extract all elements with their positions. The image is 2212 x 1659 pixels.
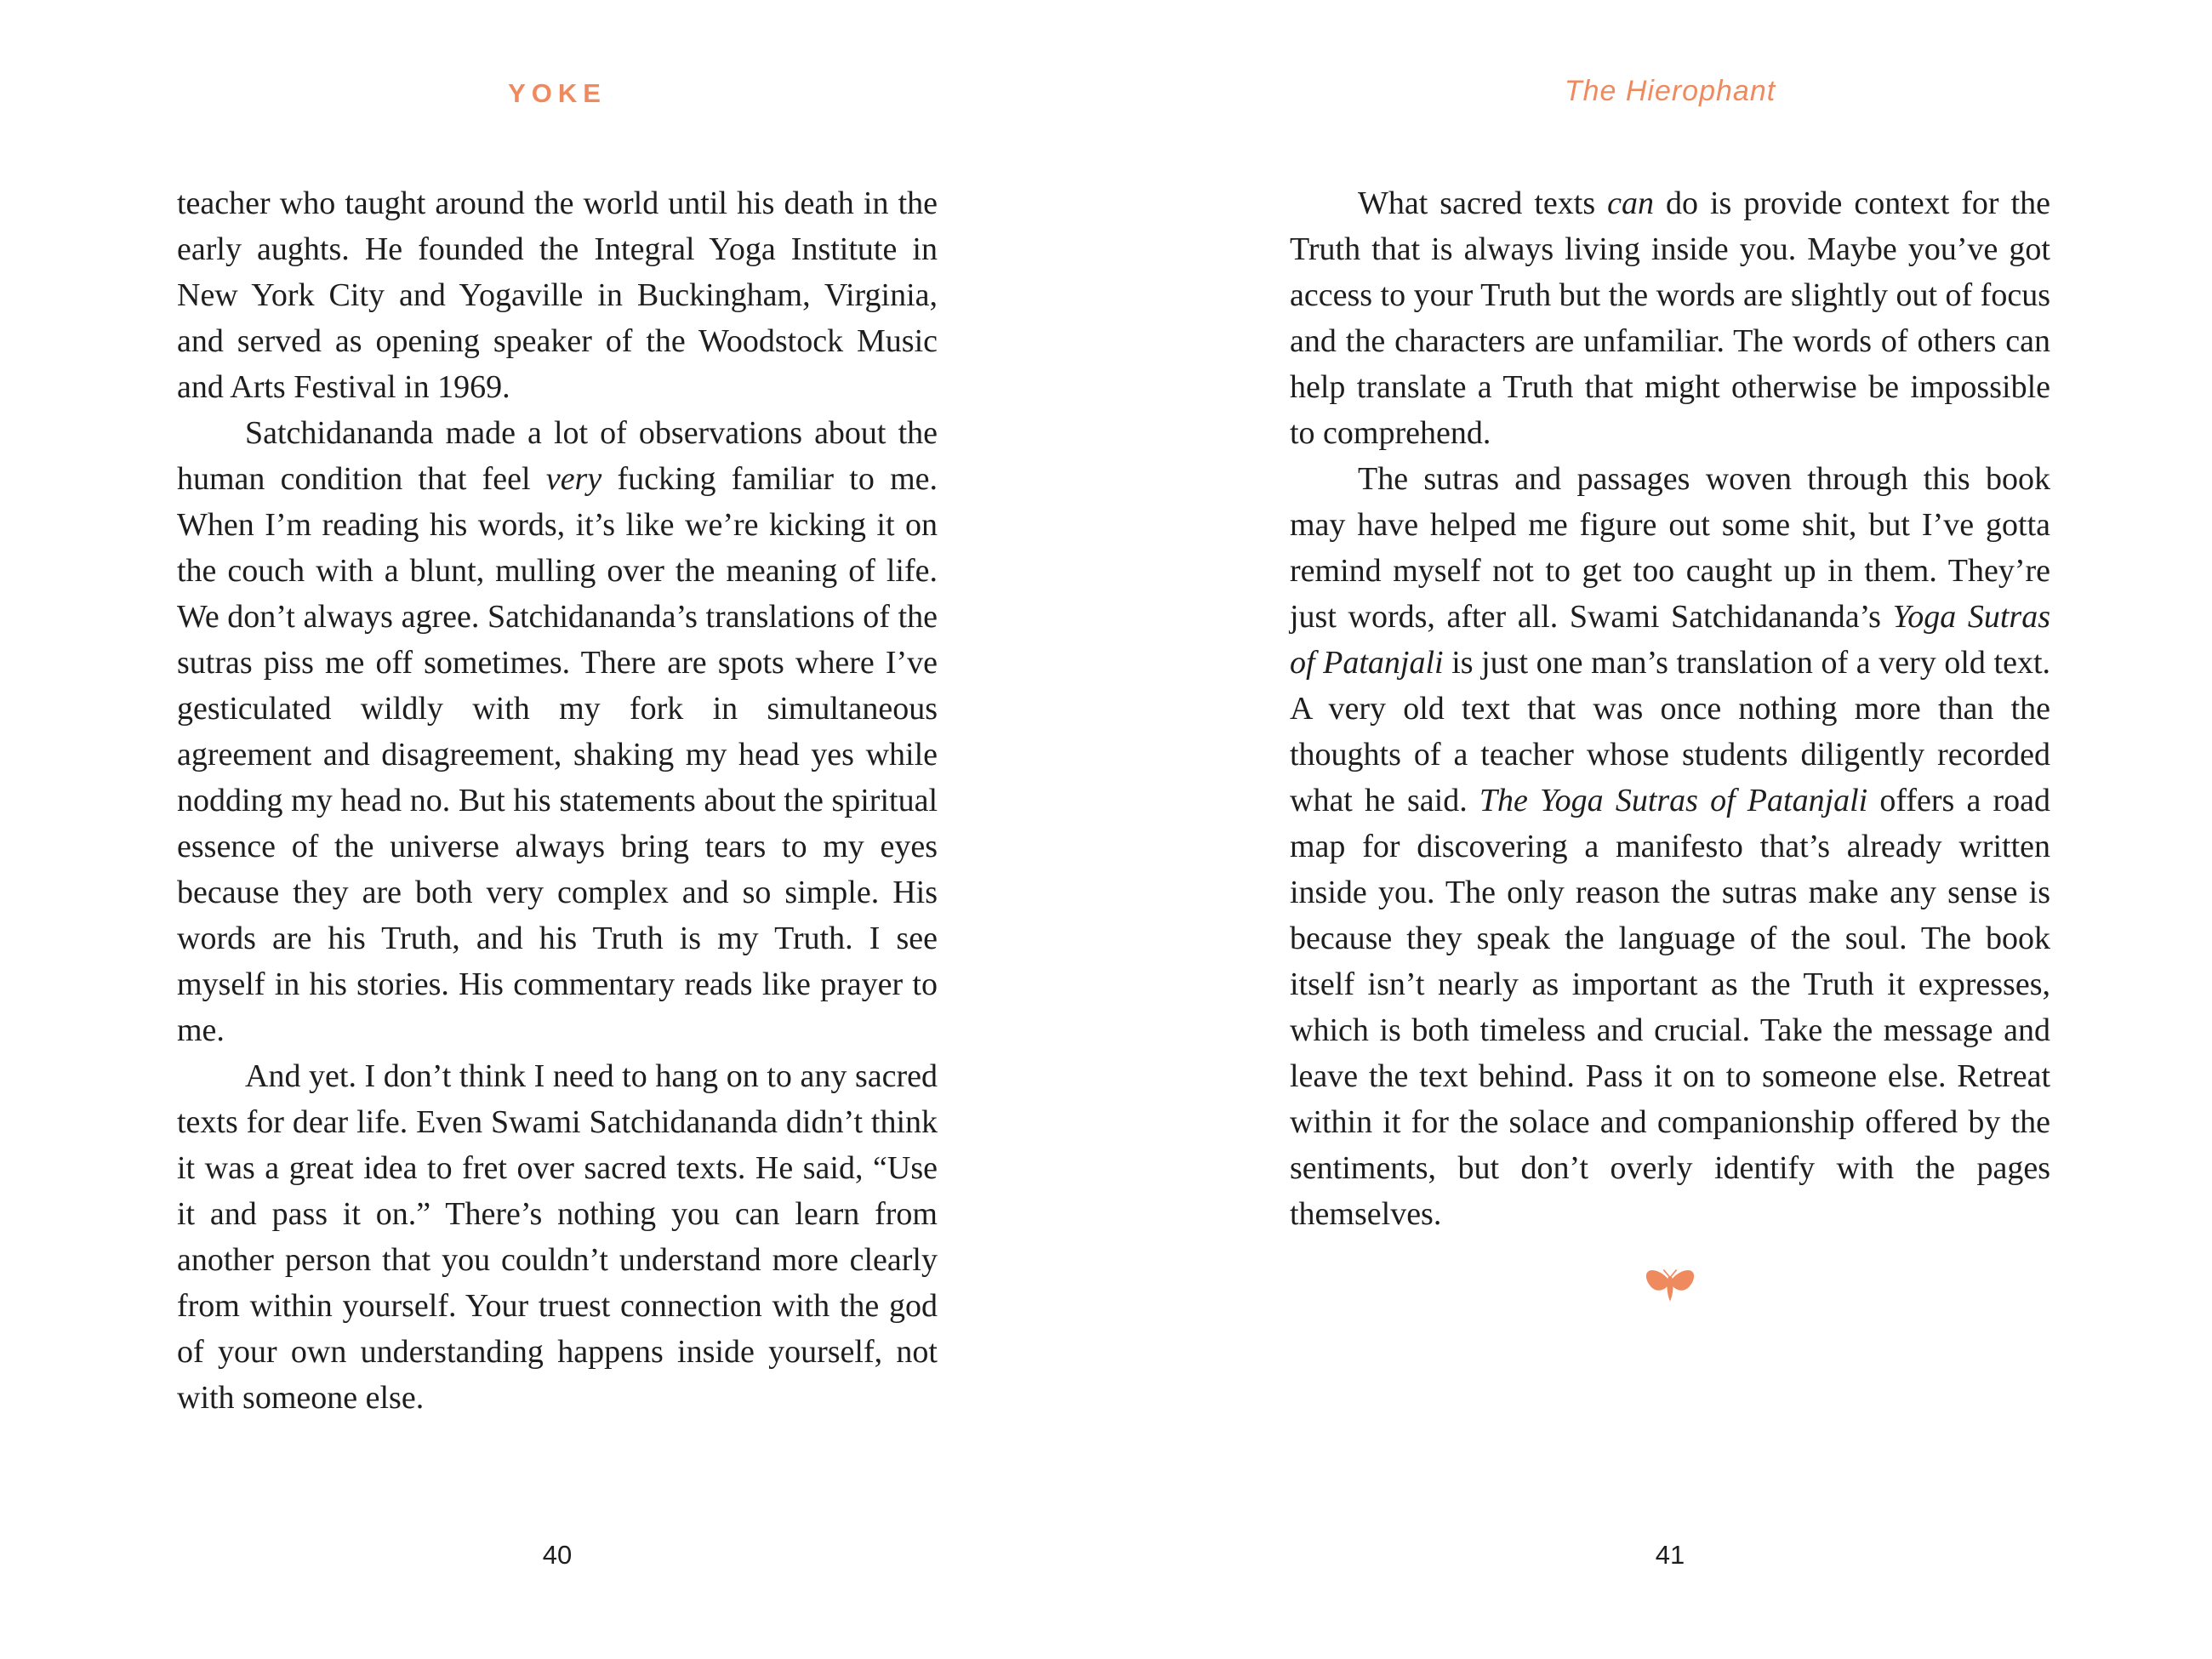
page-left — [177, 75, 938, 1606]
page-left-body — [177, 180, 938, 1421]
paragraph: The sutras and passages woven through this book may have helped me figure out some shit, but I’ve gotta remind myself not to get too caught up in them. They’re just words, after all. Swami Satchidananda’s Yoga Sutras of Patanjali is just one man’s translation of a very old text. A very old text that was once nothing more than the thoughts of a teacher whose students diligently recorded what he said. The Yoga Sutras of Patanjali offers a road map for discovering a manifesto that’s already written inside you. The only reason the sutras make any sense is because they speak the language of the soul. The book itself isn’t nearly as important as the Truth it expresses, which is both timeless and crucial. Take the message and leave the text behind. Pass it on to someone else. Retreat within it for the solace and companionship offered by the sentiments, but don’t overly identify with the pages themselves. — [1290, 461, 2051, 1232]
page-number-right: 41 — [1655, 1540, 1685, 1570]
paragraph: And yet. I don’t think I need to hang on to any sacred texts for dear life. Even Swami Satchidananda didn’t think it was a great idea to fret over sacred texts. He said, “Use it and pass it on.” There’s nothing you can learn from another person that you couldn’t understand more clearly from within yourself. Your truest connection with the god of your own understanding happens inside yourself, not with someone else. — [177, 1058, 938, 1416]
paragraph: What sacred texts can do is provide context for the Truth that is always living inside you. Maybe you’ve got access to your Truth but the words are slightly out of focus and the characters are unfamiliar. The words of others can help translate a Truth that might otherwise be impossible to comprehend. — [1290, 185, 2050, 451]
running-head-right: The Hierophant — [1564, 75, 1776, 107]
paragraph: teacher who taught around the world until his death in the early aughts. He founded the Integral Yoga Institute in New York City and Yogaville in Buckingham, Virginia, and served as opening speaker of the Woodstock Music and Arts Festival in 1969. — [177, 185, 938, 405]
page-number-left: 40 — [542, 1540, 573, 1570]
paragraph: Satchidananda made a lot of observations about the human condition that feel very fucking familiar to me. When I’m reading his words, it’s like we’re kicking it on the couch with a blunt, mulling over the meaning of life. We don’t always agree. Satchidananda’s translations of the sutras piss me off sometimes. There are spots where I’ve gesticulated wildly with my fork in simultaneous agreement and disagreement, shaking my head yes while nodding my head no. But his statements about the spiritual essence of the universe always bring tears to my eyes because they are both very complex and so simple. His words are his Truth, and his Truth is my Truth. I see myself in his stories. His commentary reads like prayer to me. — [177, 415, 938, 1048]
page-right — [1290, 75, 2050, 1606]
moth-icon — [1290, 1266, 2050, 1309]
page-right-body — [1290, 180, 2050, 1237]
running-head-left: YOKE — [508, 78, 607, 108]
